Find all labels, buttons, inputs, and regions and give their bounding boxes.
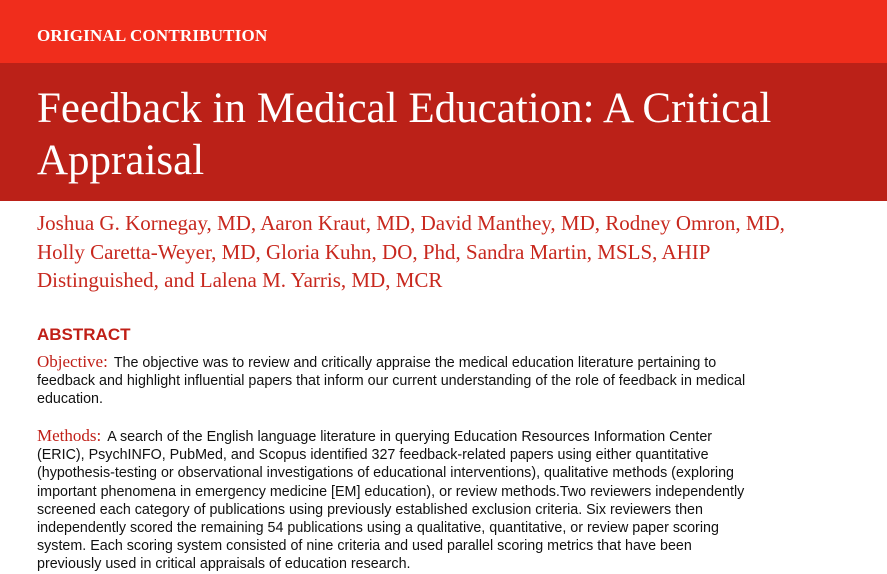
author-list xyxy=(37,209,785,295)
paragraph-line: education. xyxy=(37,391,103,408)
abstract-heading: ABSTRACT xyxy=(37,325,131,344)
section-label: ORIGINAL CONTRIBUTION xyxy=(37,26,268,45)
author-line: Joshua G. Kornegay, MD, Aaron Kraut, MD, David Manthey, MD, Rodney Omron, MD, xyxy=(37,211,785,235)
methods-text: A search of the English language literature in querying Education Resources Information Center xyxy=(107,429,713,445)
author-line: Distinguished, and Lalena M. Yarris, MD, MCR xyxy=(37,268,443,292)
objective-label: Objective: xyxy=(37,352,108,371)
author-line: Holly Caretta-Weyer, MD, Gloria Kuhn, DO, Phd, Sandra Martin, MSLS, AHIP xyxy=(37,239,711,264)
paragraph-line xyxy=(37,427,744,446)
section-banner xyxy=(0,0,887,63)
methods-paragraph xyxy=(37,427,744,574)
objective-text: The objective was to review and critically appraise the medical education literature pertaining to xyxy=(113,355,717,371)
paragraph-line: (hypothesis-testing or observational investigations of educational interventions), qualitative methods (exploring xyxy=(37,465,734,482)
title-line: Feedback in Medical Education: A Critical xyxy=(37,85,772,132)
objective-paragraph xyxy=(37,353,745,409)
paragraph-line: previously used in critical appraisals of education research. xyxy=(37,556,411,573)
paragraph-line: screened each category of publications using previously established exclusion criteria. Six reviewers then xyxy=(37,501,703,518)
paragraph-line: independently scored the remaining 54 publications using a qualitative, quantitative, or review paper scoring xyxy=(37,520,719,537)
article-title xyxy=(37,83,877,187)
paragraph-line: (ERIC), PsychINFO, PubMed, and Scopus identified 327 feedback-related papers using either quantitative xyxy=(37,447,709,464)
paragraph-line: important phenomena in emergency medicine [EM] education), or review methods.Two reviewers independently xyxy=(37,483,745,500)
methods-label: Methods: xyxy=(37,426,102,445)
title-banner xyxy=(0,63,887,201)
paragraph-line xyxy=(37,353,745,372)
paragraph-line: system. Each scoring system consisted of nine criteria and used parallel scoring metrics that have been xyxy=(37,538,692,555)
title-line: Appraisal xyxy=(37,137,205,184)
paragraph-line: feedback and highlight influential papers that inform our current understanding of the role of feedback in medical xyxy=(37,373,746,390)
